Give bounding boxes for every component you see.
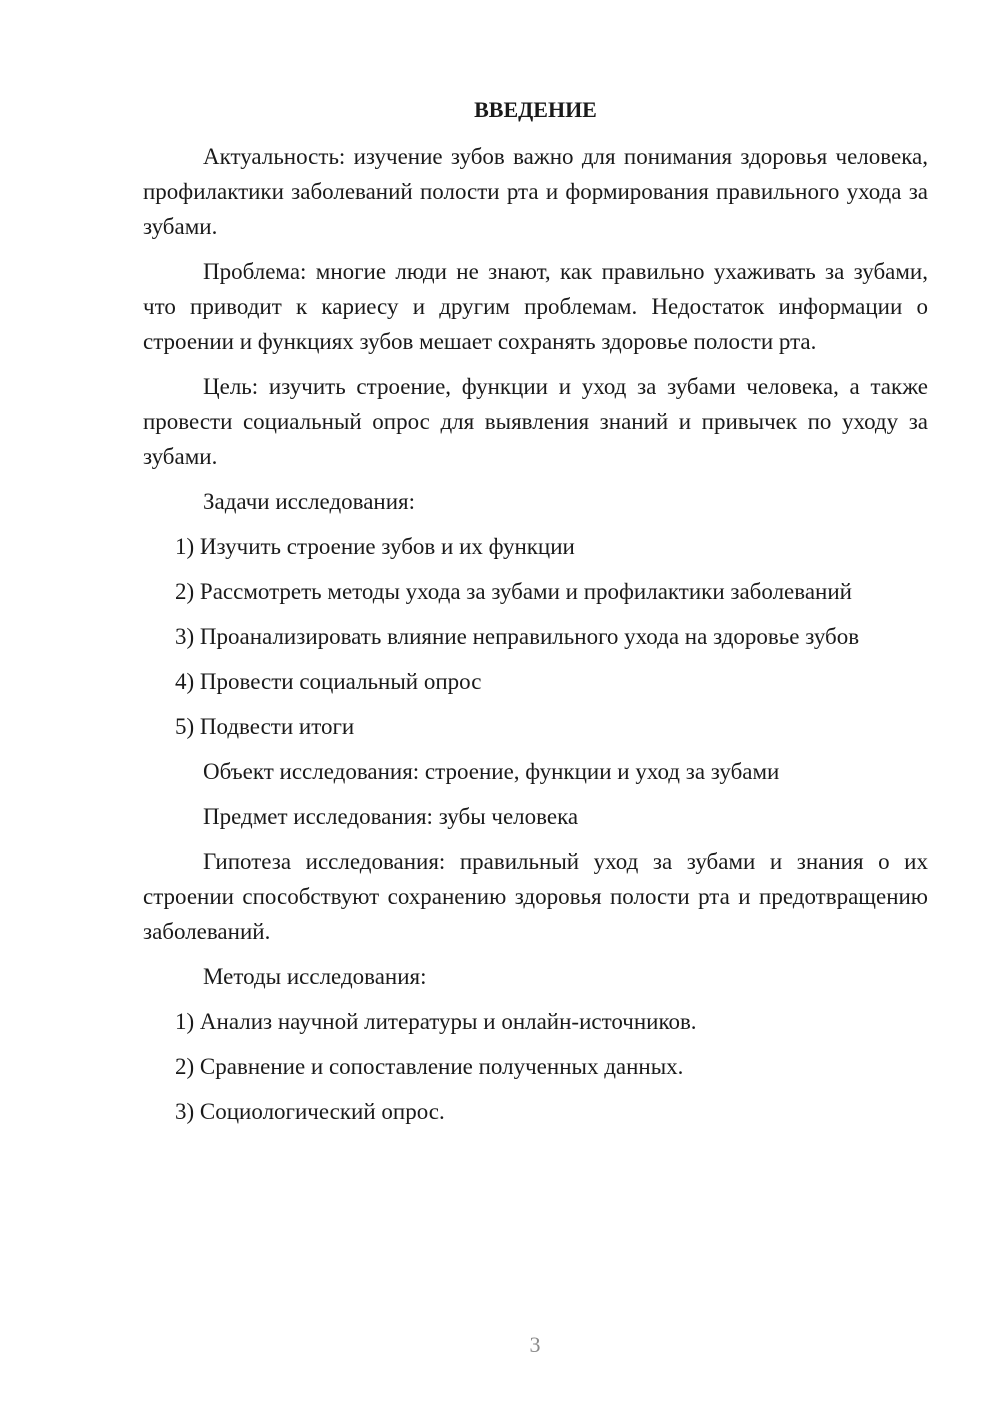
problem-paragraph: Проблема: многие люди не знают, как правильно ухаживать за зубами, что приводит к кариесу и другим проблемам. Недостаток информации о строении и функциях зубов мешает сохранять здоровье полости рта. xyxy=(143,259,928,354)
methods-list xyxy=(143,1004,928,1129)
list-item: 3) Проанализировать влияние неправильного ухода на здоровье зубов xyxy=(175,624,860,649)
list-item: 5) Подвести итоги xyxy=(175,714,355,739)
list-item: 1) Анализ научной литературы и онлайн-источников. xyxy=(175,1009,697,1034)
section-title: ВВЕДЕНИЕ xyxy=(474,97,597,122)
list-item: 2) Сравнение и сопоставление полученных данных. xyxy=(175,1054,684,1079)
list-item: 1) Изучить строение зубов и их функции xyxy=(175,534,575,559)
object-line: Объект исследования: строение, функции и уход за зубами xyxy=(203,759,780,784)
list-item: 3) Социологический опрос. xyxy=(175,1099,445,1124)
methods-label: Методы исследования: xyxy=(203,964,427,989)
subject-line: Предмет исследования: зубы человека xyxy=(203,804,579,829)
list-item: 4) Провести социальный опрос xyxy=(175,669,482,694)
tasks-label: Задачи исследования: xyxy=(203,489,416,514)
document-page xyxy=(143,92,928,1139)
list-item: 2) Рассмотреть методы ухода за зубами и профилактики заболеваний xyxy=(175,579,852,604)
page-number: 3 xyxy=(529,1332,541,1357)
relevance-paragraph: Актуальность: изучение зубов важно для понимания здоровья человека, профилактики заболеваний полости рта и формирования правильного ухода за зубами. xyxy=(143,144,928,239)
tasks-list xyxy=(143,529,928,744)
hypothesis-paragraph: Гипотеза исследования: правильный уход за зубами и знания о их строении способствуют сохранению здоровья полости рта и предотвращению заболеваний. xyxy=(143,849,928,944)
goal-paragraph: Цель: изучить строение, функции и уход за зубами человека, а также провести социальный опрос для выявления знаний и привычек по уходу за зубами. xyxy=(143,374,928,469)
